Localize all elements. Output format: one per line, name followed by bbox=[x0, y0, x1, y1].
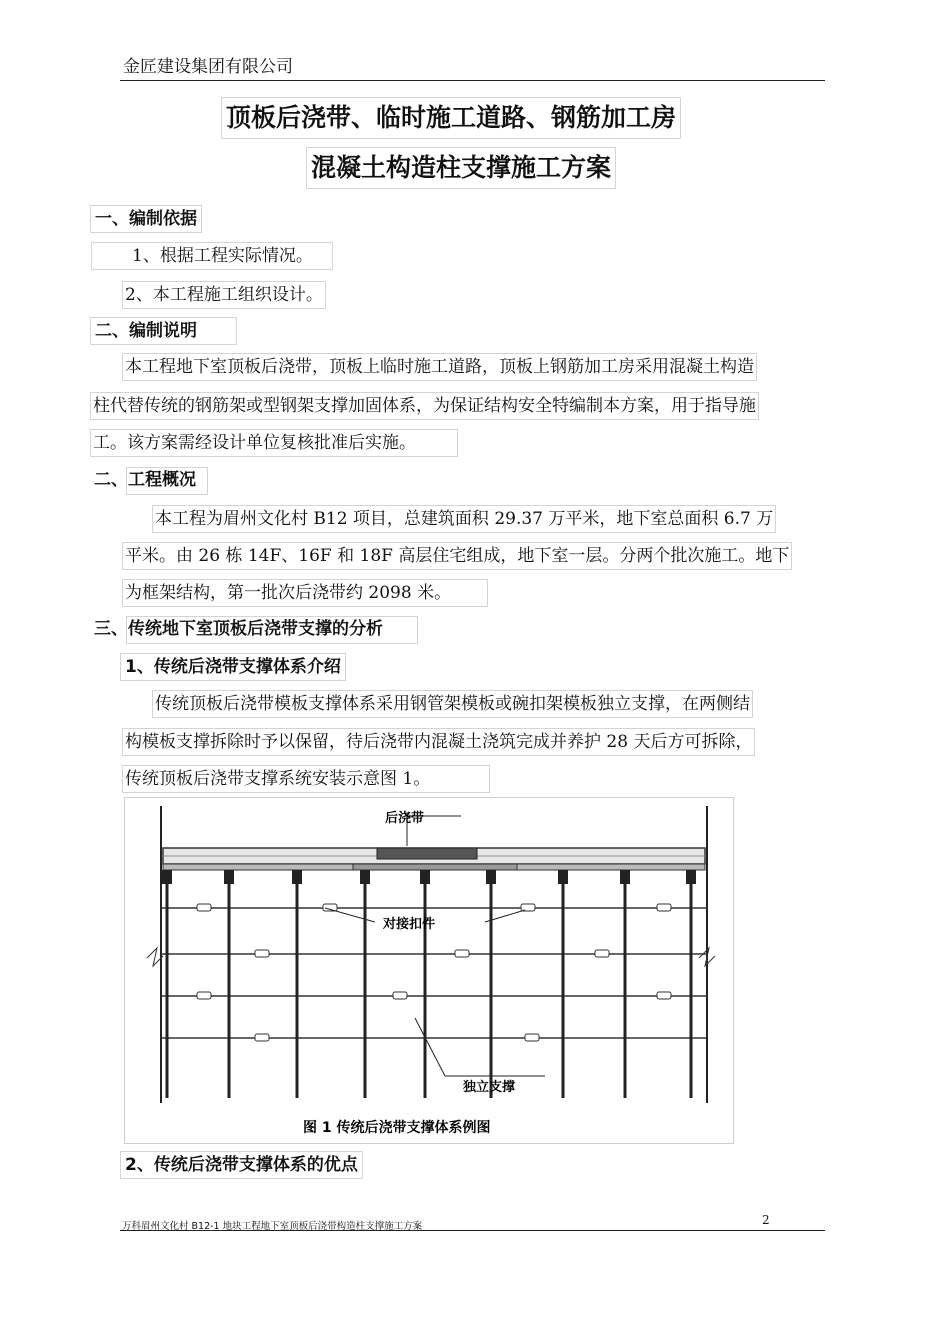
section-2-heading: 二、编制说明 bbox=[90, 317, 237, 345]
company-name: 金匠建设集团有限公司 bbox=[123, 57, 293, 77]
section-3-line-2: 平米。由 26 栋 14F、16F 和 18F 高层住宅组成，地下室一层。分两个批次施工。地下 bbox=[122, 542, 792, 570]
title-line-2: 混凝土构造柱支撑施工方案 bbox=[306, 147, 616, 189]
label-coupler: 对接扣件 bbox=[383, 917, 436, 932]
section-3-heading-text: 二、工程概况 bbox=[94, 470, 196, 490]
header-rule bbox=[120, 80, 825, 81]
section-1-item-2: 2、本工程施工组织设计。 bbox=[122, 281, 326, 309]
scaffold-diagram bbox=[125, 798, 733, 1143]
sub-2-heading: 2、传统后浇带支撑体系的优点 bbox=[120, 1151, 363, 1179]
sub-1-heading: 1、传统后浇带支撑体系介绍 bbox=[120, 653, 346, 681]
section-2-line-3: 工。该方案需经设计单位复核批准后实施。 bbox=[90, 429, 458, 457]
page-number: 2 bbox=[762, 1213, 770, 1227]
section-3-heading-box bbox=[126, 467, 208, 495]
sub-1-line-1: 传统顶板后浇带模板支撑体系采用钢管架模板或碗扣架模板独立支撑，在两侧结 bbox=[152, 690, 753, 718]
section-2-line-1: 本工程地下室顶板后浇带，顶板上临时施工道路，顶板上钢筋加工房采用混凝土构造 bbox=[122, 353, 757, 381]
vertical-posts bbox=[167, 870, 691, 1098]
sub-1-line-2: 构模板支撑拆除时予以保留，待后浇带内混凝土浇筑完成并养护 28 天后方可拆除， bbox=[122, 728, 755, 756]
section-3-line-3: 为框架结构，第一批次后浇带约 2098 米。 bbox=[122, 579, 488, 607]
footer-text: 万科眉州文化村 B12-1 地块工程地下室顶板后浇带构造柱支撑施工方案 bbox=[122, 1221, 423, 1232]
section-4-heading-text: 三、传统地下室顶板后浇带支撑的分析 bbox=[94, 619, 383, 639]
section-1-heading: 一、编制依据 bbox=[90, 205, 202, 233]
section-3-line-1: 本工程为眉州文化村 B12 项目，总建筑面积 29.37 万平米，地下室总面积 6.7 万 bbox=[152, 505, 776, 533]
section-1-item-1 bbox=[91, 242, 333, 270]
post-cast-strip bbox=[377, 848, 477, 859]
section-4-heading-box bbox=[126, 616, 418, 644]
sub-1-line-3: 传统顶板后浇带支撑系统安装示意图 1。 bbox=[122, 765, 490, 793]
title-line-1: 顶板后浇带、临时施工道路、钢筋加工房 bbox=[221, 97, 681, 139]
label-post-cast: 后浇带 bbox=[385, 811, 425, 826]
figure-1 bbox=[124, 797, 734, 1144]
label-support: 独立支撑 bbox=[463, 1080, 516, 1095]
section-1-item-1-text: 1、根据工程实际情况。 bbox=[132, 246, 313, 266]
footer-rule bbox=[120, 1230, 825, 1231]
figure-caption: 图 1 传统后浇带支撑体系例图 bbox=[303, 1120, 491, 1136]
section-2-line-2: 柱代替传统的钢筋架或型钢架支撑加固体系，为保证结构安全特编制本方案，用于指导施 bbox=[90, 392, 759, 420]
jack-heads bbox=[162, 870, 696, 884]
